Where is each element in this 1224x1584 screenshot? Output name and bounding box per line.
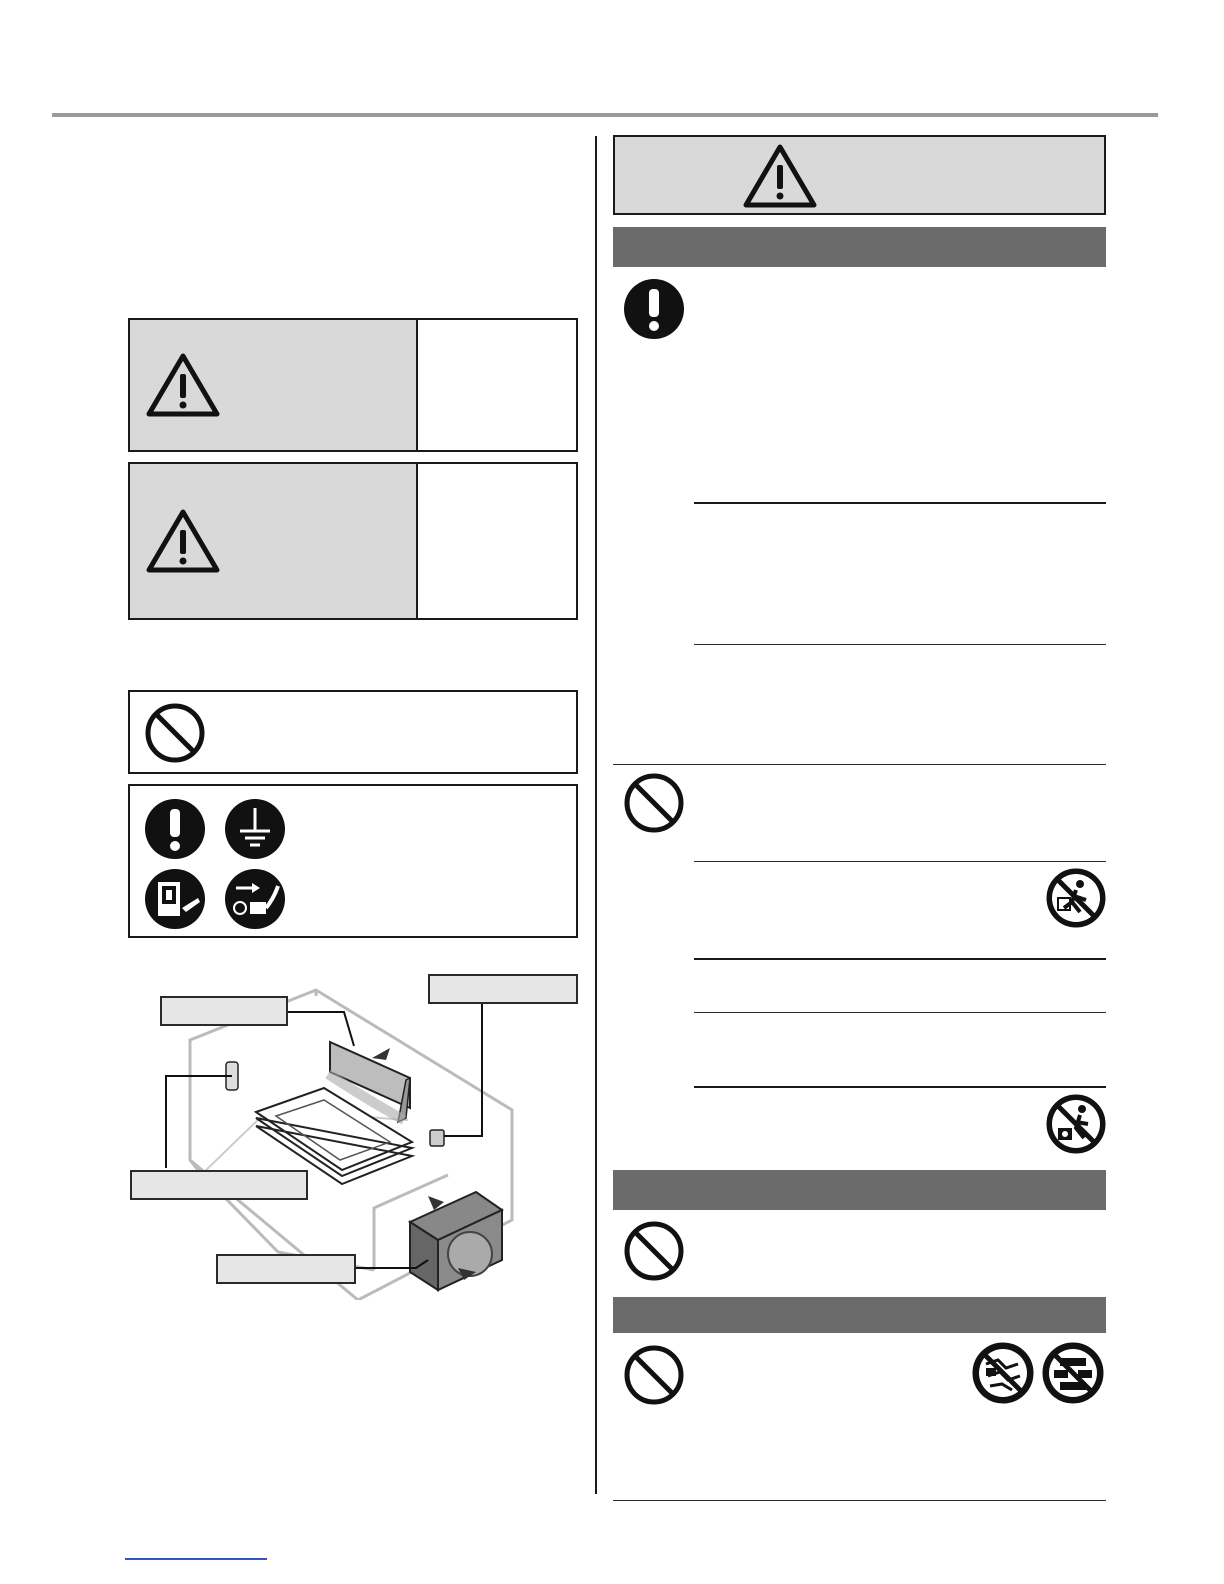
breaker-off-icon (144, 868, 206, 930)
mandatory-exclamation-icon (144, 798, 206, 860)
no-water-spray-icon (972, 1342, 1034, 1404)
callout-indoor-unit (160, 996, 288, 1026)
item-divider (694, 1086, 1106, 1088)
no-children-climbing-icon (1046, 868, 1106, 928)
item-divider (694, 958, 1106, 960)
section-bar-3 (613, 1297, 1106, 1333)
caution-definition-box (128, 462, 578, 620)
column-divider (595, 136, 597, 1494)
warning-banner (613, 135, 1106, 215)
warning-triangle-icon (743, 143, 817, 209)
prohibited-icon (144, 702, 206, 764)
prohibited-icon (623, 772, 685, 834)
section-divider (613, 764, 1106, 765)
item-divider (694, 1012, 1106, 1013)
item-divider (694, 861, 1106, 862)
prohibited-icon (623, 1344, 685, 1406)
mandatory-exclamation-icon (623, 278, 685, 340)
warning-triangle-icon (146, 352, 220, 418)
section-bar-1 (613, 227, 1106, 267)
ground-earth-icon (224, 798, 286, 860)
no-children-climbing-icon (1046, 1094, 1106, 1154)
section-divider (613, 1500, 1106, 1501)
callout-remote-controller (130, 1170, 308, 1200)
prohibited-icon (623, 1220, 685, 1282)
callout-power-plug (428, 974, 578, 1004)
warning-definition-box (128, 318, 578, 452)
warning-triangle-icon (146, 508, 220, 574)
item-divider (694, 644, 1106, 645)
unplug-icon (224, 868, 286, 930)
callout-outdoor-unit (216, 1254, 356, 1284)
no-obstruction-icon (1042, 1342, 1104, 1404)
prohibited-symbol-box (128, 690, 578, 774)
item-divider (694, 502, 1106, 504)
header-rule (52, 113, 1158, 117)
instruction-symbols-box (128, 784, 578, 938)
section-bar-2 (613, 1170, 1106, 1210)
footer-link-underline[interactable] (125, 1558, 267, 1560)
